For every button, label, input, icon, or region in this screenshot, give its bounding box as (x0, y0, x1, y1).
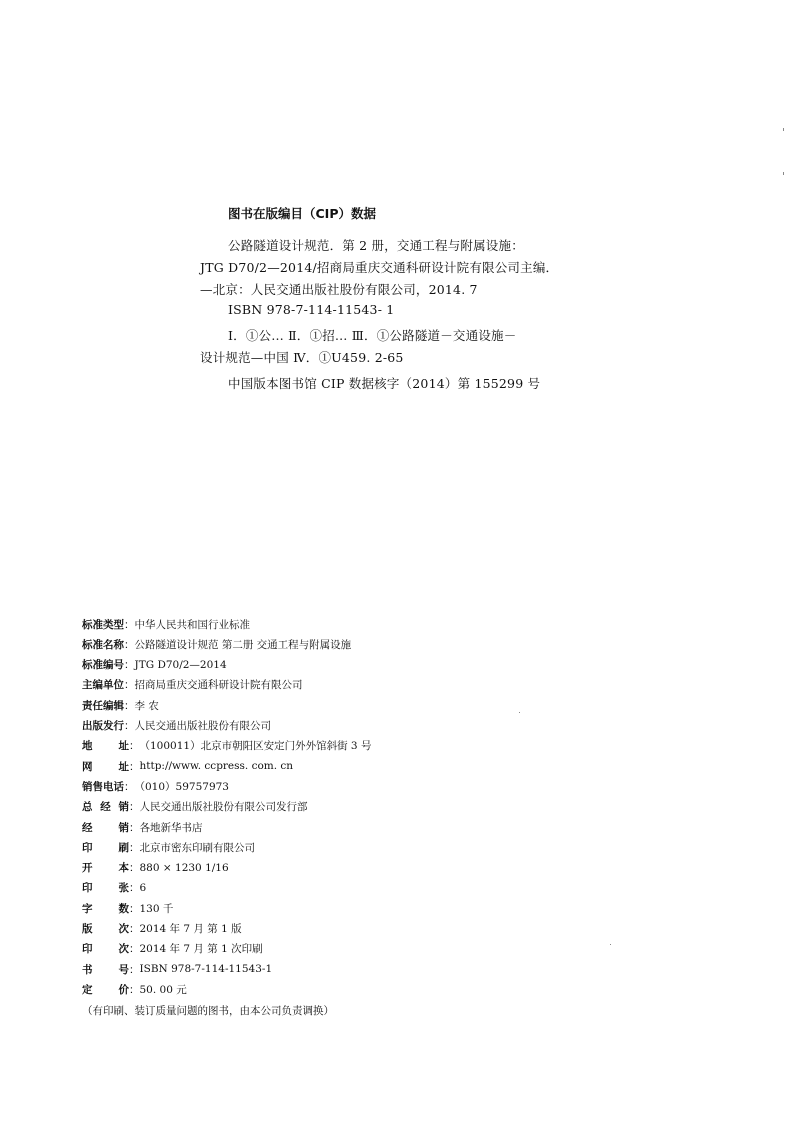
info-value: http://www. ccpress. com. cn (139, 760, 294, 773)
cip-classification-cont: 设计规范—中国 Ⅳ．①U459. 2-65 (200, 350, 404, 365)
info-row: 总 经 销 ： 人民交通出版社股份有限公司发行部 (82, 801, 308, 814)
info-label: 书 号 (82, 963, 129, 976)
info-value: JTG D70/2—2014 (134, 658, 227, 671)
info-row: 责任编辑 ： 李 农 (82, 699, 159, 712)
cip-isbn: ISBN 978-7-114-11543- 1 (228, 302, 395, 317)
info-label: 总 经 销 (82, 801, 129, 814)
info-value: 各地新华书店 (139, 821, 203, 834)
info-label: 主编单位 (82, 679, 124, 692)
cip-record-number: 中国版本图书馆 CIP 数据核字（2014）第 155299 号 (228, 376, 541, 391)
info-row: 印 张 ： 6 (82, 881, 147, 895)
info-row: 书 号 ： ISBN 978-7-114-11543-1 (82, 963, 273, 976)
info-row: 字 数 ： 130 千 (82, 902, 174, 915)
info-value: 人民交通出版社股份有限公司发行部 (139, 801, 308, 814)
info-label: 标准编号 (82, 659, 124, 672)
info-label: 印 刷 (82, 841, 129, 854)
info-label: 版 次 (82, 923, 129, 935)
info-value: 6 (139, 881, 147, 894)
info-row: 标准名称 ： 公路隧道设计规范 第二册 交通工程与附属设施 (82, 638, 352, 651)
info-label: 定 价 (82, 983, 129, 996)
info-value: 130 千 (139, 902, 174, 915)
info-label: 字 数 (82, 902, 129, 915)
info-value: 2014 年 7 月 第 1 版 (139, 923, 242, 935)
info-row: 网 址 ： http://www. ccpress. com. cn (82, 760, 294, 773)
info-row: 印 刷 ： 北京市密东印刷有限公司 (82, 841, 255, 854)
info-label: 开 本 (82, 862, 129, 875)
info-label: 销售电话 (82, 780, 124, 793)
info-row: 主编单位 ： 招商局重庆交通科研设计院有限公司 (82, 679, 303, 692)
scan-speck (610, 944, 611, 945)
info-value: ISBN 978-7-114-11543-1 (139, 963, 273, 976)
info-row: 印 次 ： 2014 年 7 月 第 1 次印刷 (82, 943, 263, 956)
scan-speck (783, 128, 784, 131)
info-value: 人民交通出版社股份有限公司 (134, 720, 271, 732)
info-label: 标准名称 (82, 638, 124, 651)
scan-speck (783, 172, 784, 175)
info-label: 地 址 (82, 740, 129, 753)
cip-line-1: 公路隧道设计规范．第 2 册，交通工程与附属设施： (228, 238, 524, 253)
info-row: 标准编号 ： JTG D70/2—2014 (82, 658, 227, 672)
info-label: 责任编辑 (82, 699, 124, 712)
cip-classification: Ⅰ．①公… Ⅱ．①招… Ⅲ．①公路隧道－交通设施－ (228, 328, 517, 343)
info-value: （100011）北京市朝阳区安定门外外馆斜街 3 号 (139, 740, 372, 753)
info-value: 50. 00 元 (139, 983, 187, 996)
info-value: 北京市密东印刷有限公司 (139, 841, 255, 854)
info-label: 印 张 (82, 882, 129, 895)
cip-title: 图书在版编目（CIP）数据 (228, 206, 376, 221)
info-row: 出版发行 ： 人民交通出版社股份有限公司 (82, 720, 271, 732)
info-label: 经 销 (82, 821, 129, 834)
quality-note: （有印刷、装订质量问题的图书，由本公司负责调换） (82, 1005, 334, 1017)
info-label: 标准类型 (82, 618, 124, 631)
info-row: 地 址 ： （100011）北京市朝阳区安定门外外馆斜街 3 号 (82, 740, 372, 753)
info-row: 销售电话 ： （010）59757973 (82, 780, 229, 793)
info-value: 2014 年 7 月 第 1 次印刷 (139, 943, 263, 956)
info-value: （010）59757973 (134, 780, 229, 793)
info-value: 公路隧道设计规范 第二册 交通工程与附属设施 (134, 638, 352, 651)
scan-speck (519, 712, 520, 713)
cip-line-3: —北京：人民交通出版社股份有限公司，2014. 7 (200, 282, 478, 297)
info-value: 招商局重庆交通科研设计院有限公司 (134, 679, 303, 692)
info-row: 定 价 ： 50. 00 元 (82, 983, 187, 996)
info-value: 中华人民共和国行业标准 (134, 618, 250, 631)
info-row: 标准类型 ： 中华人民共和国行业标准 (82, 618, 250, 631)
info-row: 版 次 ： 2014 年 7 月 第 1 版 (82, 923, 242, 935)
info-row: 开 本 ： 880 × 1230 1/16 (82, 861, 229, 875)
info-label: 网 址 (82, 760, 129, 773)
cip-line-2: JTG D70/2—2014/招商局重庆交通科研设计院有限公司主编． (200, 260, 559, 275)
info-label: 出版发行 (82, 720, 124, 732)
info-row: 经 销 ： 各地新华书店 (82, 821, 203, 834)
info-label: 印 次 (82, 943, 129, 956)
info-value: 李 农 (134, 699, 159, 712)
info-value: 880 × 1230 1/16 (139, 861, 229, 874)
